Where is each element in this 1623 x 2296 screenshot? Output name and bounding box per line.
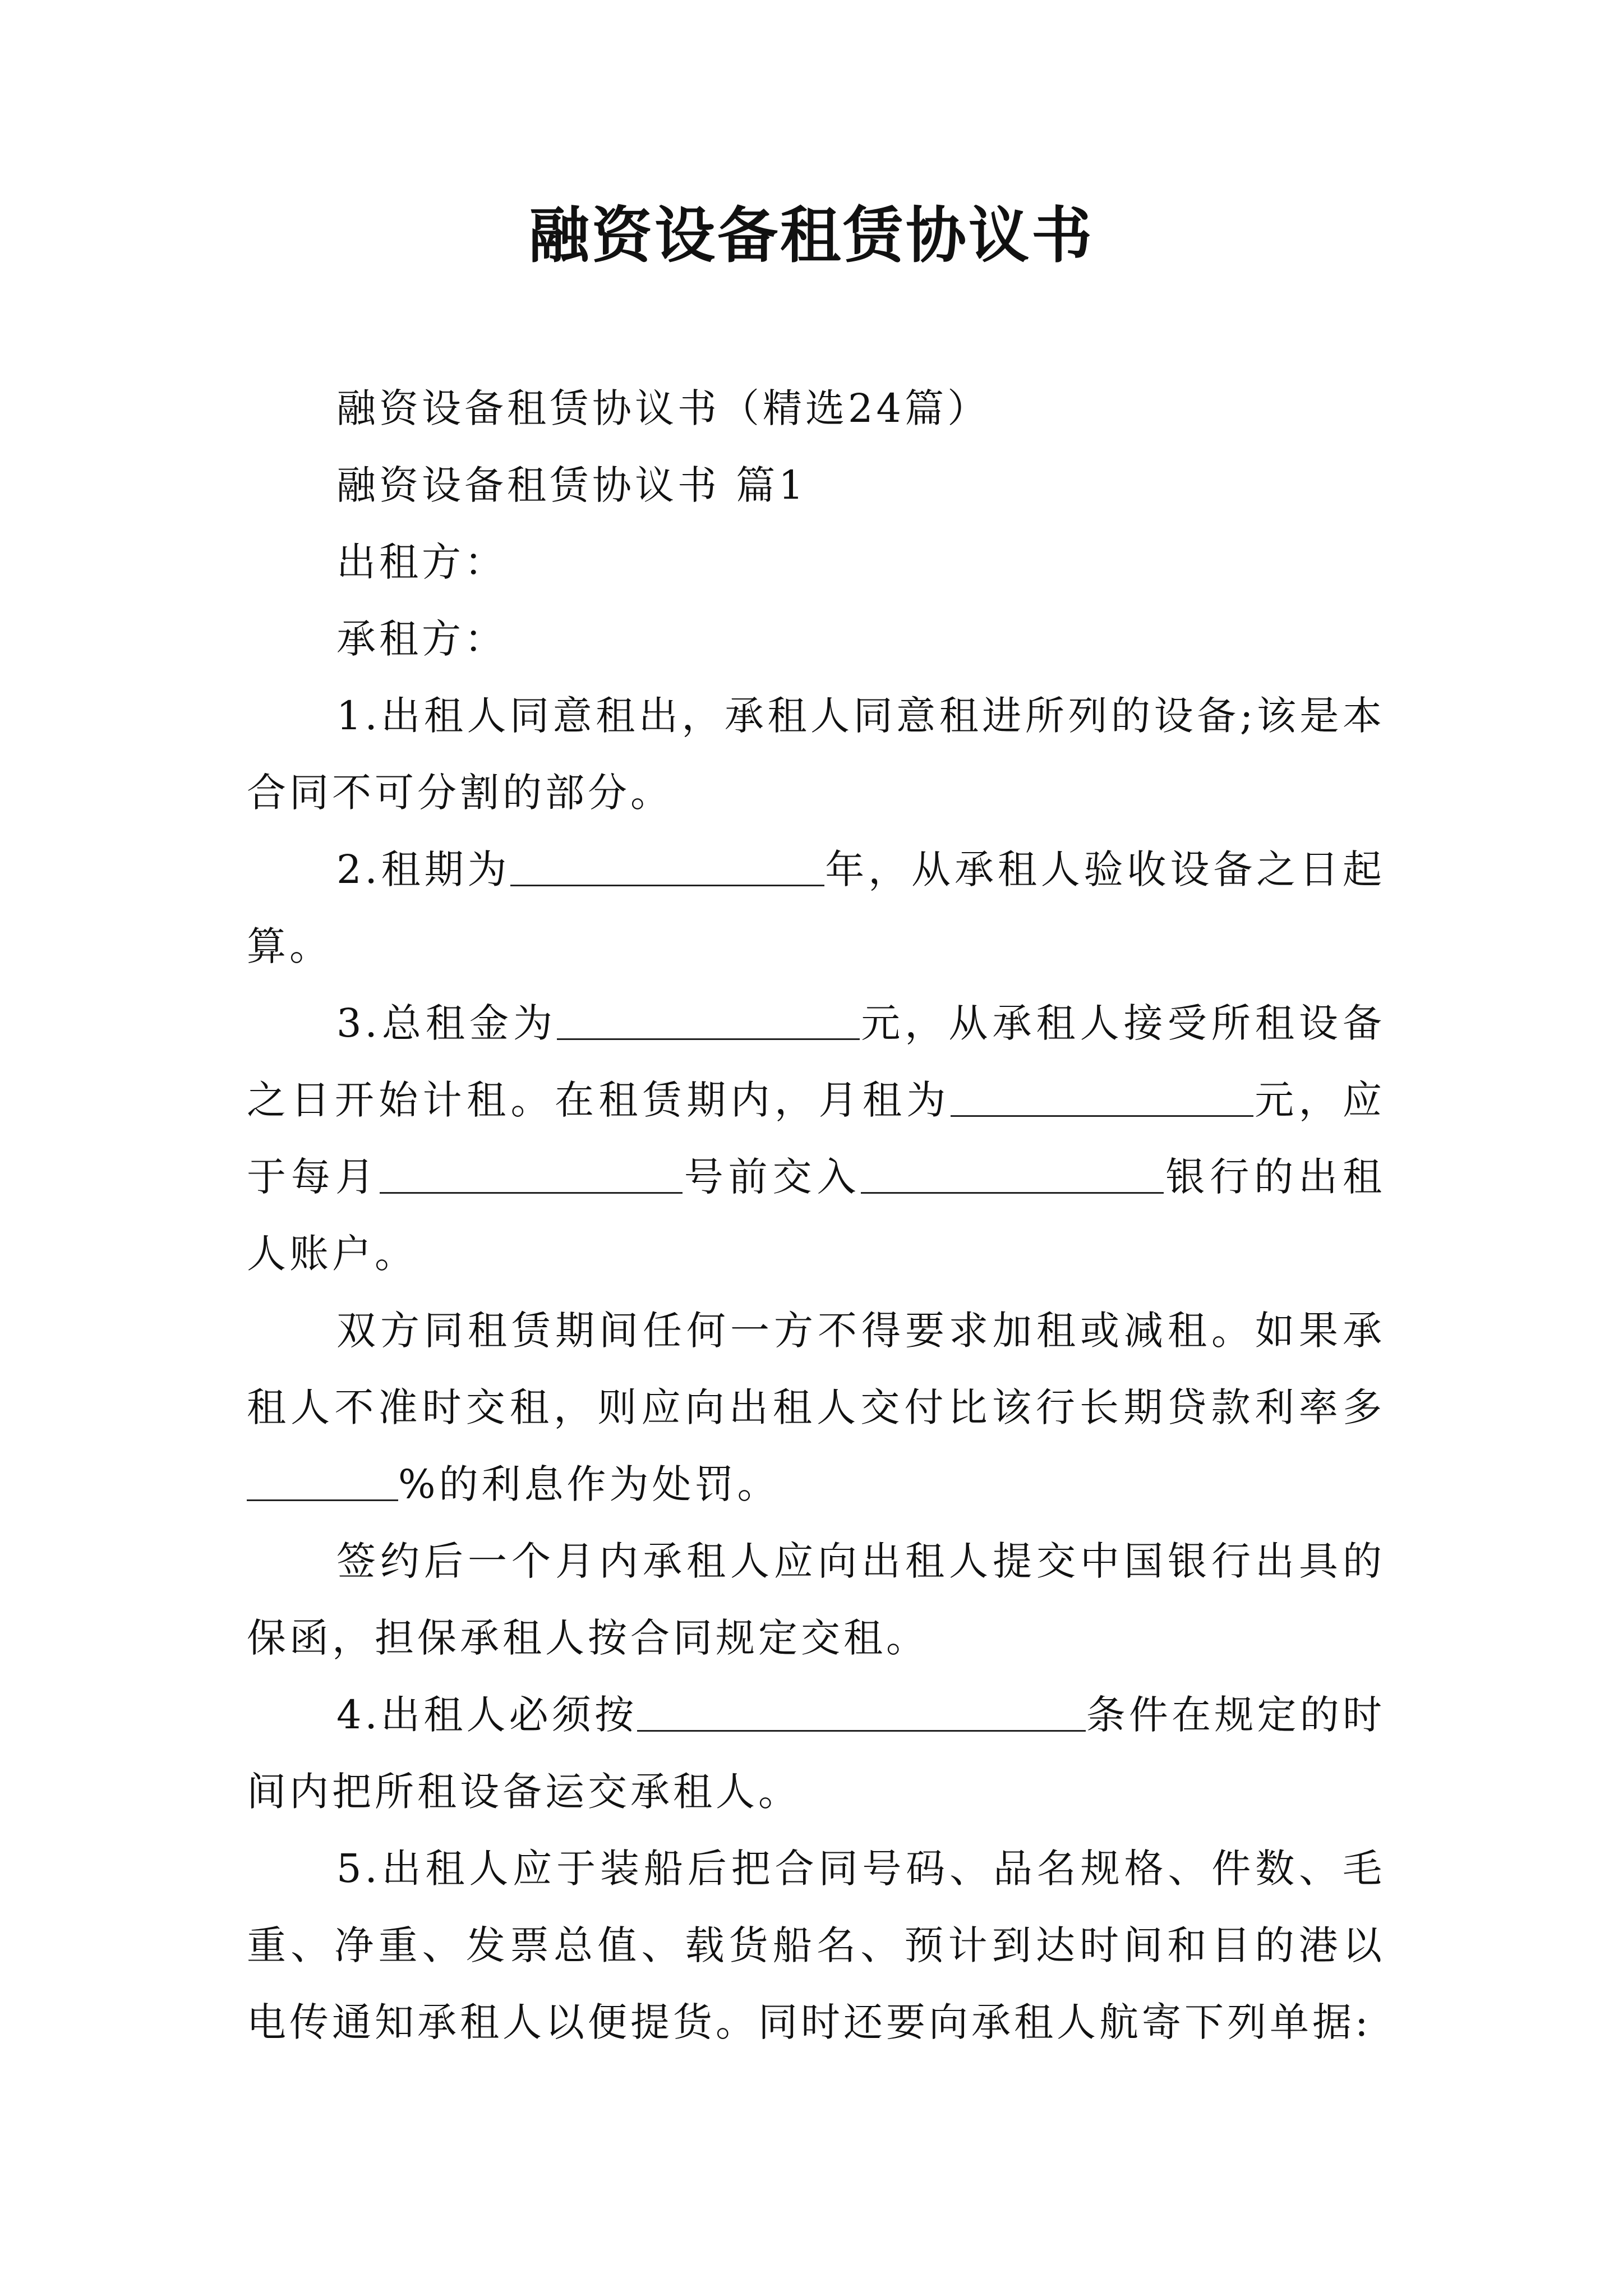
lessor-label: 出租方： — [336, 539, 507, 585]
clause-3-text-a: 3.总租金为 — [336, 1000, 557, 1046]
bank-name-blank — [861, 1153, 1164, 1194]
clause-3-text-b: 元，从承租人接受所租设备之日开始计租。在租赁期内，月租为 — [247, 1000, 1386, 1123]
clause-3-text-d: 号前交入 — [682, 1154, 861, 1200]
clause-3 — [247, 985, 1385, 1292]
penalty-text-b: %的利息作为处罚。 — [398, 1461, 780, 1507]
clause-1: 1.出租人同意租出，承租人同意租进所列的设备;该是本合同不可分割的部分。 — [247, 693, 1385, 816]
document-title: 融资设备租赁协议书 — [528, 200, 1094, 271]
clause-4-text-a: 4.出租人必须按 — [336, 1692, 638, 1738]
clause-2-text-b: 年，从承租人验收设备之日起算。 — [247, 846, 1386, 969]
penalty-rate-blank — [247, 1460, 398, 1501]
subtitle: 融资设备租赁协议书（精选24篇） — [336, 385, 990, 431]
lease-term-blank — [510, 845, 824, 886]
clause-3-text-e: 银行的出租人账户。 — [247, 1154, 1386, 1277]
penalty-paragraph — [247, 1292, 1385, 1523]
monthly-rent-blank — [951, 1076, 1253, 1117]
clause-2-text-a: 2.租期为 — [336, 846, 511, 892]
total-rent-blank — [557, 999, 860, 1040]
clause-2 — [247, 831, 1385, 985]
delivery-terms-blank — [637, 1691, 1086, 1732]
lessee-label: 承租方： — [336, 616, 507, 662]
penalty-text-a: 双方同租赁期间任何一方不得要求加租或减租。如果承租人不准时交租，则应向出租人交付比该行长期贷款利率多 — [247, 1308, 1385, 1430]
clause-5: 5.出租人应于装船后把合同号码、品名规格、件数、毛重、净重、发票总值、载货船名、预计到达时间和目的港以电传通知承租人以便提货。同时还要向承租人航寄下列单据: — [247, 1846, 1385, 2045]
clause-4 — [247, 1677, 1385, 1830]
guarantee-paragraph: 签约后一个月内承租人应向出租人提交中国银行出具的保函，担保承租人按合同规定交租。 — [247, 1538, 1385, 1661]
clause-4-text-b: 条件在规定的时间内把所租设备运交承租人。 — [247, 1692, 1385, 1815]
section-heading: 融资设备租赁协议书 篇1 — [336, 462, 807, 508]
clause-3-text-c: 元，应于每月 — [247, 1077, 1386, 1200]
payment-day-blank — [380, 1153, 683, 1194]
document-body — [247, 370, 1385, 2061]
